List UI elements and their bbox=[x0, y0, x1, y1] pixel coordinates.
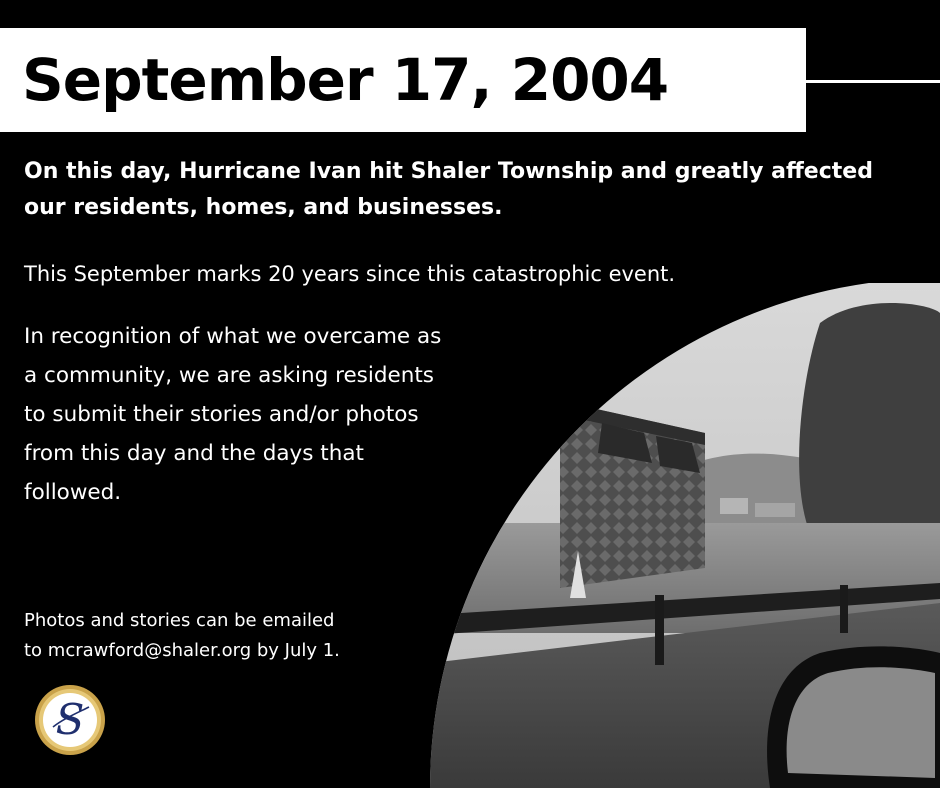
contact-line: to mcrawford@shaler.org by July 1. bbox=[24, 640, 340, 661]
recognition-line: a community, we are asking residents bbox=[24, 363, 434, 388]
photo-trees bbox=[799, 303, 940, 543]
photo-guardrail-post bbox=[840, 585, 848, 633]
shaler-logo bbox=[33, 683, 107, 757]
photo-house bbox=[755, 503, 795, 517]
title-banner bbox=[0, 28, 806, 132]
logo-letter: S bbox=[55, 695, 85, 744]
contact-line: Photos and stories can be emailed bbox=[24, 610, 335, 631]
flood-photo bbox=[430, 283, 940, 788]
recognition-line: followed. bbox=[24, 480, 122, 505]
anniversary-text: This September marks 20 years since this catastrophic event. bbox=[24, 262, 676, 286]
recognition-line: from this day and the days that bbox=[24, 441, 364, 466]
photo-guardrail-post bbox=[655, 595, 664, 665]
recognition-line: to submit their stories and/or photos bbox=[24, 402, 419, 427]
page-title: September 17, 2004 bbox=[22, 46, 669, 114]
contact-paragraph bbox=[24, 606, 454, 666]
title-divider-line bbox=[806, 80, 940, 83]
lead-paragraph: On this day, Hurricane Ivan hit Shaler Township and greatly affected our residents, homes, and businesses. bbox=[24, 159, 873, 220]
recognition-line: In recognition of what we overcame as bbox=[24, 324, 442, 349]
photo-house bbox=[720, 498, 748, 514]
